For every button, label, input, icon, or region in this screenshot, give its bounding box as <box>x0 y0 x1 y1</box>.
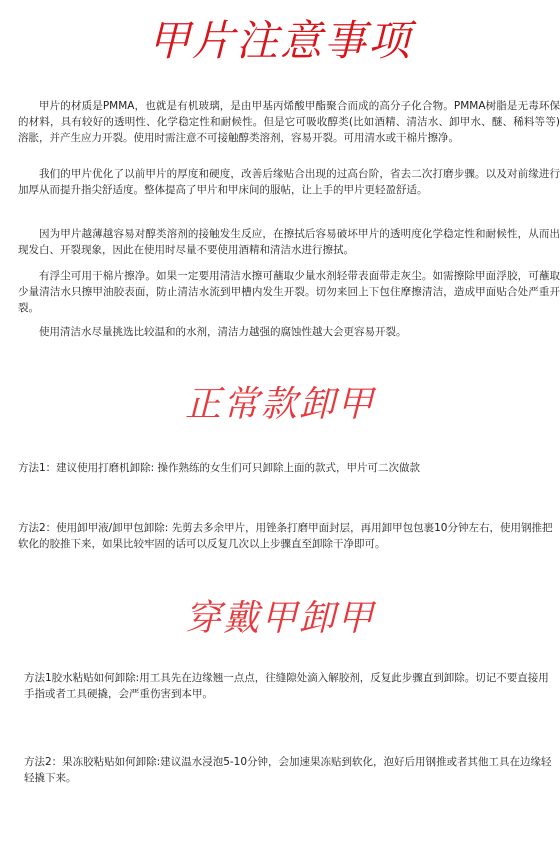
intro-paragraph-solvent-warning: 因为甲片越薄越容易对醇类溶剂的接触发生反应，在擦拭后容易破坏甲片的透明度化学稳定性和耐候性，从而出现发白、开裂现象，因此在使用时尽量不要使用酒精和清洁水进行擦拭。 <box>18 228 560 256</box>
intro-paragraph-material: 甲片的材质是PMMA，也就是有机玻璃，是由甲基丙烯酸甲酯聚合而成的高分子化合物。PMMA树脂是无毒环保的材料，具有较好的透明性、化学稳定性和耐候性。但是它可吸收醇类(比如酒精、清洁水、卸甲水、醚、稀料等等)溶胀，并产生应力开裂。使用时需注意不可接触醇类溶剂，容易开裂。可用清水或干棉片擦净。 <box>18 100 560 144</box>
intro-paragraph-cleaning: 有浮尘可用干棉片擦净。如果一定要用清洁水擦可蘸取少量水剂轻带表面带走灰尘。如需擦除甲面浮胶，可蘸取少量清洁水只擦甲油胶表面，防止清洁水流到甲槽内发生开裂。切勿来回上下包住摩擦清洁，造成甲面贴合处严重开裂。 <box>18 270 560 314</box>
normal-removal-method-1: 方法1：建议使用打磨机卸除: 操作熟练的女生们可只卸除上面的款式，甲片可二次做款 <box>18 462 421 474</box>
section-heading-normal-removal: 正常款卸甲 <box>184 384 375 425</box>
normal-removal-method-2: 方法2：使用卸甲液/卸甲包卸除: 先剪去多余甲片，用锉条打磨甲面封层，再用卸甲包包裹10分钟左右，使用钢推把软化的胶推下来，如果比较牢固的话可以反复几次以上步骤直至卸除干净即可。 <box>18 522 553 550</box>
section-heading-wearable-removal: 穿戴甲卸甲 <box>184 598 375 639</box>
intro-paragraph-optimization: 我们的甲片优化了以前甲片的厚度和硬度，改善后缘贴合出现的过高台阶，省去二次打磨步骤。以及对前缘进行加厚从而提升指尖舒适度。整体提高了甲片和甲床间的服帖，让上手的甲片更轻盈舒适。 <box>18 168 560 196</box>
page-title: 甲片注意事项 <box>147 16 412 65</box>
wearable-removal-method-2: 方法2：果冻胶粘贴如何卸除:建议温水浸泡5-10分钟，会加速果冻贴到软化，泡好后用钢推或者其他工具在边缘轻轻撬下来。 <box>24 756 552 784</box>
wearable-removal-method-1: 方法1胶水粘贴如何卸除:用工具先在边缘翘一点点，往缝隙处滴入解胶剂，反复此步骤直到卸除。切记不要直接用手指或者工具硬撬，会严重伤害到本甲。 <box>24 672 549 700</box>
intro-paragraph-cleaner-choice: 使用清洁水尽量挑选比较温和的水剂，清洁力越强的腐蚀性越大会更容易开裂。 <box>39 326 407 338</box>
